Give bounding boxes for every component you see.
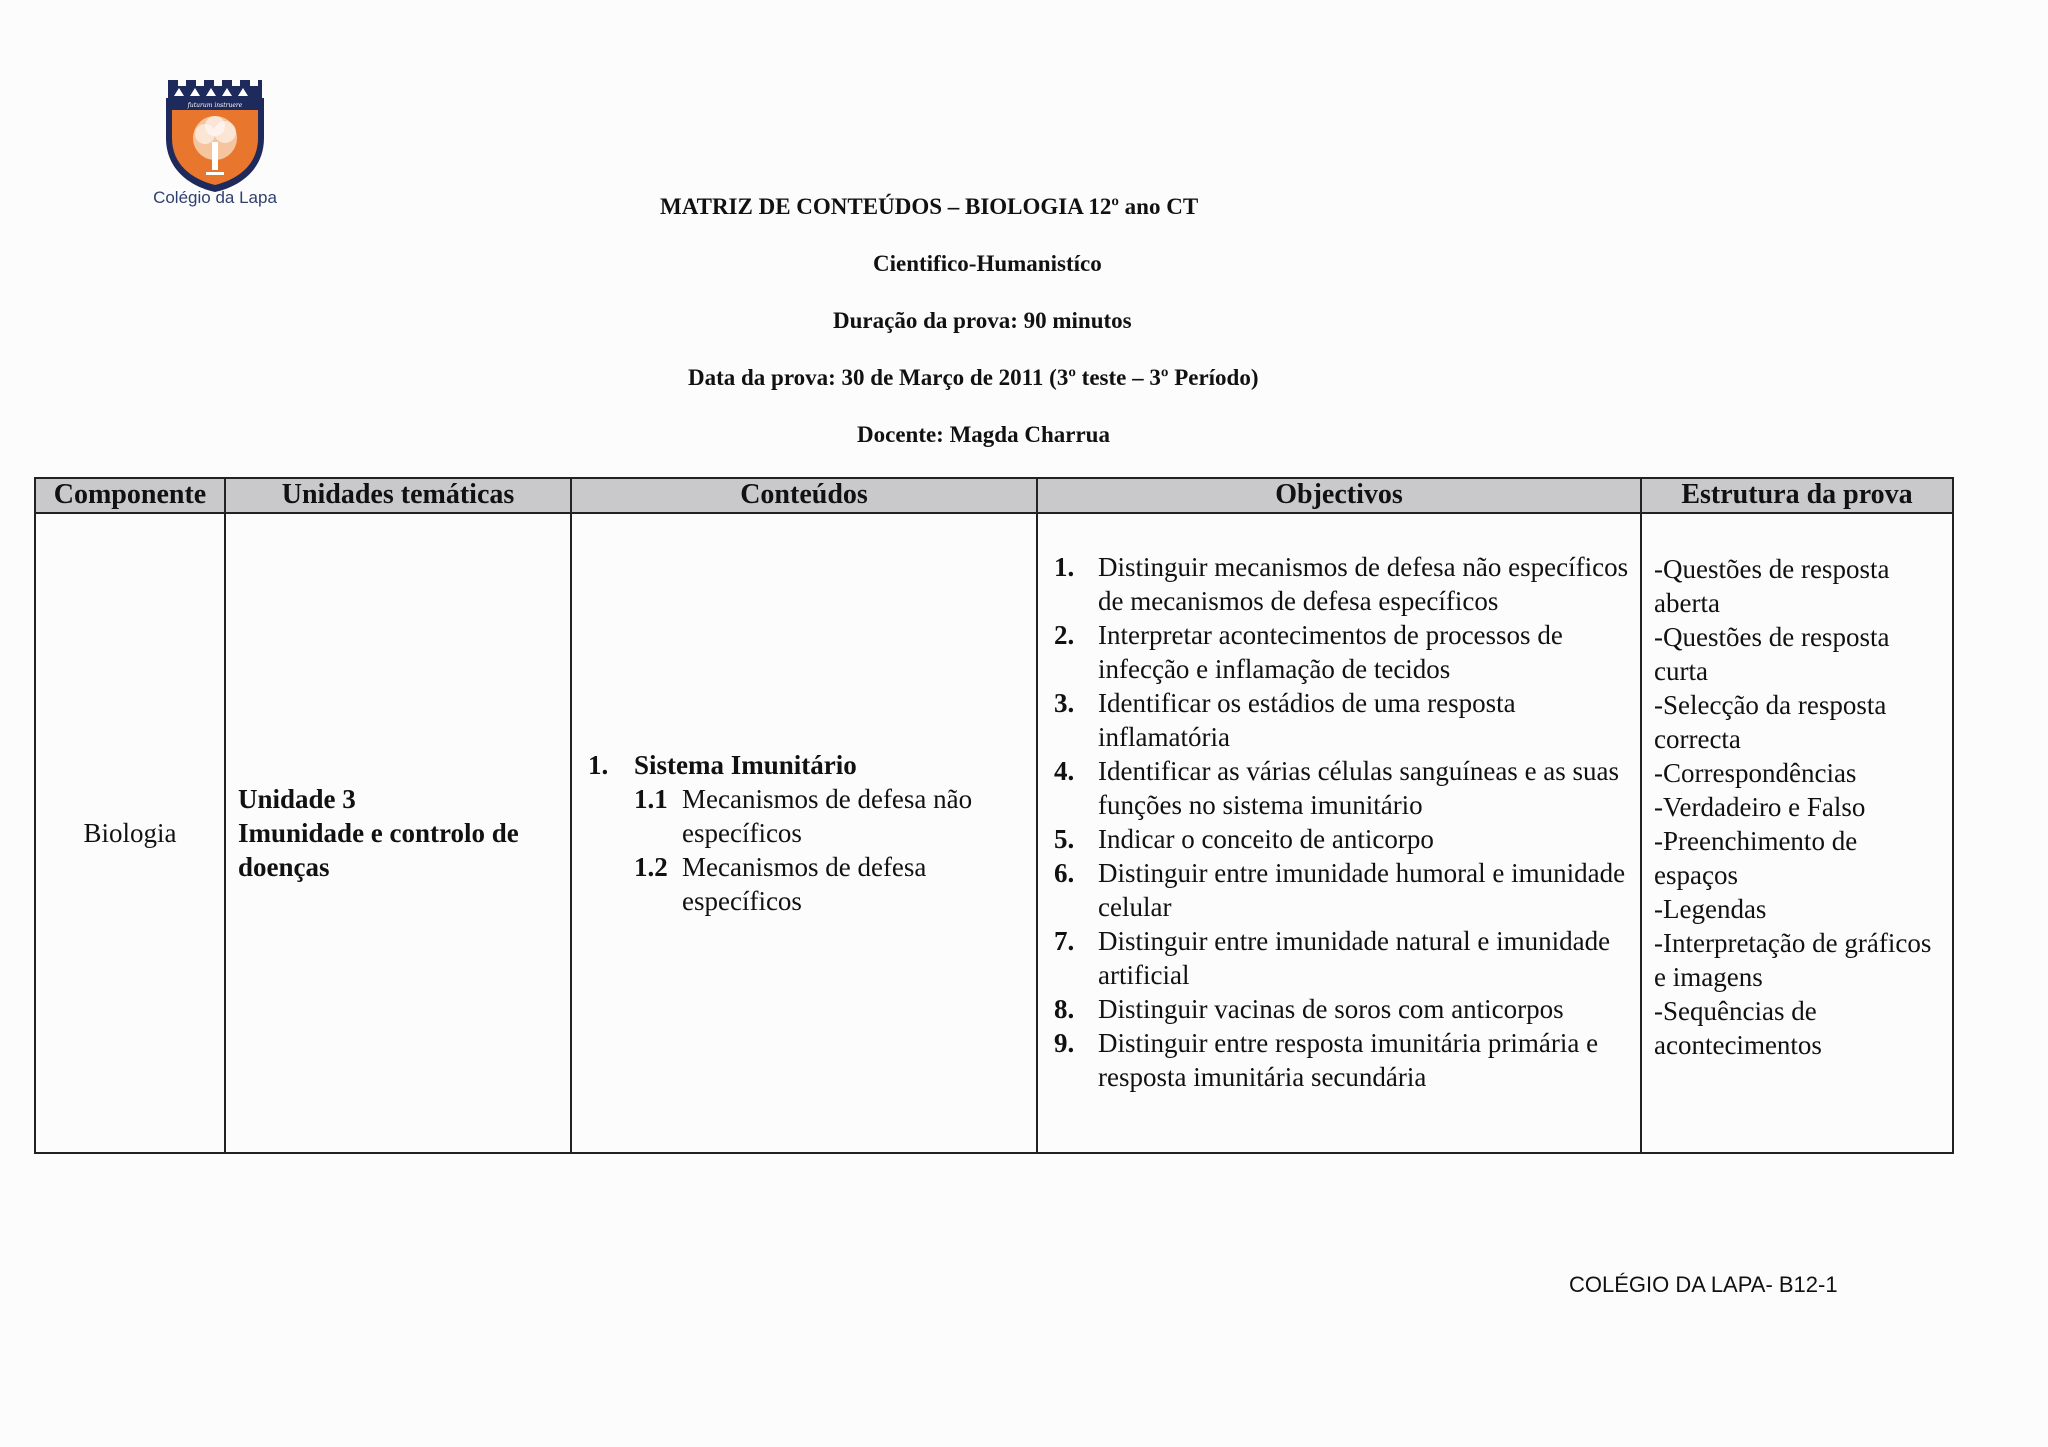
cell-unidades — [225, 513, 571, 1153]
header-unidades: Unidades temáticas — [225, 478, 571, 513]
objective-number: 7. — [1054, 926, 1075, 956]
objective-number: 8. — [1054, 994, 1075, 1024]
cell-estrutura — [1641, 513, 1953, 1153]
objective-line: celular — [1098, 892, 1172, 922]
structure-line: espaços — [1654, 860, 1738, 890]
unit-line: doenças — [238, 852, 330, 882]
structure-line: -Verdadeiro e Falso — [1654, 792, 1866, 822]
header-conteudos: Conteúdos — [571, 478, 1037, 513]
objective-line: Distinguir mecanismos de defesa não específicos — [1098, 552, 1629, 582]
objective-line: Distinguir vacinas de soros com anticorpos — [1098, 994, 1564, 1024]
objective-item — [1054, 686, 1630, 754]
objective-line: Identificar os estádios de uma resposta — [1098, 688, 1516, 718]
structure-line: -Legendas — [1654, 894, 1767, 924]
structure-line: -Questões de resposta — [1654, 554, 1890, 584]
unit-line: Unidade 3 — [238, 784, 356, 814]
objective-item — [1054, 924, 1630, 992]
structure-line: -Selecção da resposta — [1654, 690, 1887, 720]
objective-item — [1054, 856, 1630, 924]
objective-item — [1054, 822, 1630, 856]
structure-line: -Preenchimento de — [1654, 826, 1858, 856]
objective-line: Indicar o conceito de anticorpo — [1098, 824, 1434, 854]
structure-line: -Sequências de — [1654, 996, 1817, 1026]
objective-number: 9. — [1054, 1028, 1075, 1058]
content-sub-line: específicos — [682, 886, 802, 916]
unit-line: Imunidade e controlo de — [238, 818, 519, 848]
objective-number: 2. — [1054, 620, 1075, 650]
exam-duration: Duração da prova: 90 minutos — [833, 308, 1132, 333]
objective-item — [1054, 992, 1630, 1026]
content-sub-number: 1.2 — [634, 852, 668, 882]
structure-line: curta — [1654, 656, 1708, 686]
content-sub-item — [588, 782, 1035, 850]
structure-line: -Interpretação de gráficos — [1654, 928, 1932, 958]
objective-line: Distinguir entre imunidade humoral e imunidade — [1098, 858, 1626, 888]
objective-number: 5. — [1054, 824, 1075, 854]
logo-motto: futurum instruere — [187, 102, 243, 109]
structure-line: aberta — [1654, 588, 1720, 618]
objective-number: 1. — [1054, 552, 1075, 582]
cell-objectivos — [1037, 513, 1641, 1153]
table-header-row — [35, 478, 1953, 513]
objective-line: artificial — [1098, 960, 1190, 990]
structure-line: acontecimentos — [1654, 1030, 1822, 1060]
school-crest-icon — [150, 76, 280, 196]
content-main-number: 1. — [588, 750, 609, 780]
objective-number: 4. — [1054, 756, 1075, 786]
objective-line: Distinguir entre resposta imunitária primária e — [1098, 1028, 1599, 1058]
objective-line: inflamatória — [1098, 722, 1230, 752]
content-main-label: Sistema Imunitário — [634, 750, 857, 780]
structure-line: correcta — [1654, 724, 1741, 754]
content-sub-line: Mecanismos de defesa — [682, 852, 927, 882]
cell-conteudos — [571, 513, 1037, 1153]
structure-line: -Questões de resposta — [1654, 622, 1890, 652]
content-sub-line: Mecanismos de defesa não — [682, 784, 973, 814]
content-main-item — [588, 748, 1035, 782]
objective-line: Identificar as várias células sanguíneas e as suas — [1098, 756, 1620, 786]
objective-line: resposta imunitária secundária — [1098, 1062, 1427, 1092]
content-matrix-table — [34, 477, 1954, 1154]
cell-componente: Biologia — [35, 513, 225, 1153]
structure-line: e imagens — [1654, 962, 1763, 992]
content-sub-line: específicos — [682, 818, 802, 848]
table-row — [35, 513, 1953, 1153]
course-name: Cientifico-Humanistíco — [873, 251, 1102, 276]
header-estrutura: Estrutura da prova — [1641, 478, 1953, 513]
objective-line: Distinguir entre imunidade natural e imunidade — [1098, 926, 1611, 956]
header-objectivos: Objectivos — [1037, 478, 1641, 513]
objective-line: funções no sistema imunitário — [1098, 790, 1423, 820]
objective-item — [1054, 1026, 1630, 1094]
objective-line: Interpretar acontecimentos de processos de — [1098, 620, 1563, 650]
logo-caption: Colégio da Lapa — [153, 188, 277, 207]
objective-item — [1054, 550, 1630, 618]
objective-line: infecção e inflamação de tecidos — [1098, 654, 1451, 684]
page-footer: COLÉGIO DA LAPA- B12-1 — [1569, 1272, 1838, 1297]
content-sub-item — [588, 850, 1035, 918]
exam-date: Data da prova: 30 de Março de 2011 (3º teste – 3º Período) — [688, 365, 1259, 390]
structure-line: -Correspondências — [1654, 758, 1857, 788]
content-sub-number: 1.1 — [634, 784, 668, 814]
objective-item — [1054, 754, 1630, 822]
objective-number: 3. — [1054, 688, 1075, 718]
document-title: MATRIZ DE CONTEÚDOS – BIOLOGIA 12º ano CT — [660, 194, 1199, 219]
objective-number: 6. — [1054, 858, 1075, 888]
objective-line: de mecanismos de defesa específicos — [1098, 586, 1499, 616]
objective-item — [1054, 618, 1630, 686]
header-componente: Componente — [35, 478, 225, 513]
teacher-name: Docente: Magda Charrua — [857, 422, 1110, 447]
